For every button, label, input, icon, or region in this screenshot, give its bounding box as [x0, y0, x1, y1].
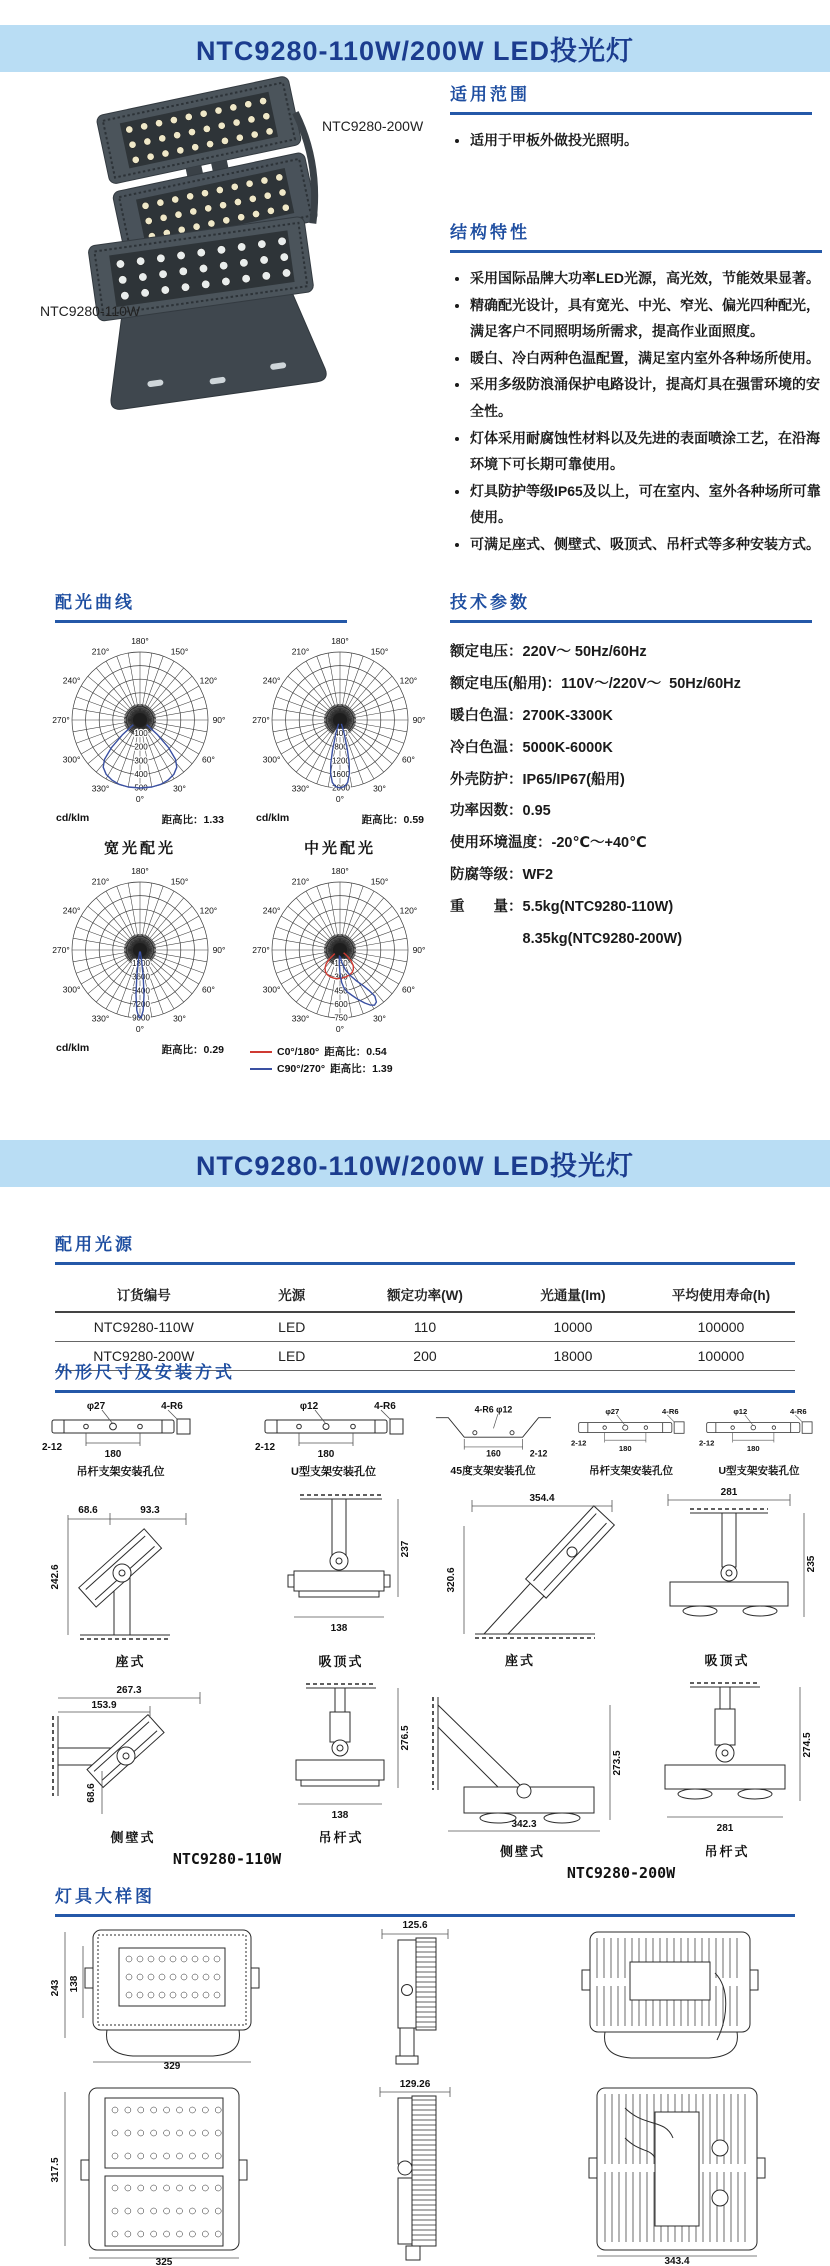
tech-lines: [450, 637, 812, 956]
dim-label: 68.6: [78, 1505, 98, 1516]
polar-chart-asymmetric-svg: [247, 864, 433, 1042]
chart-ratio: 距高比：1.33: [161, 814, 224, 826]
svg-text:270°: 270°: [252, 945, 270, 955]
drawing-caption: 45度支架安装孔位: [450, 1465, 536, 1477]
tech-line: 暖白色温：2700K-3300K: [450, 707, 613, 724]
svg-text:150: 150: [334, 959, 348, 969]
svg-text:300: 300: [334, 972, 348, 982]
drawing-45deg-bracket-holes-200: [420, 1400, 566, 1478]
side-view-110w: [360, 1918, 470, 2070]
page-header-2: [0, 1140, 830, 1187]
svg-text:210°: 210°: [91, 646, 110, 657]
svg-text:30°: 30°: [173, 783, 186, 794]
bullet: • 灯体采用耐腐蚀性材料以及先进的表面喷涂工艺，在沿海环境下可长期可靠使用。: [470, 425, 822, 478]
dim-label: φ12: [299, 1401, 319, 1412]
svg-text:90°: 90°: [212, 715, 226, 725]
dim-label: φ12: [733, 1407, 748, 1417]
dim-label: 4-R6: [790, 1407, 807, 1417]
dim-label: 160: [486, 1448, 501, 1459]
chart-ratio: 距高比：0.59: [361, 814, 424, 826]
section-curves-heading: [55, 588, 347, 623]
page-title-2: NTC9280-110W/200W LED投光灯: [195, 1151, 635, 1181]
drawing-pole-bracket-holes-200: [568, 1400, 694, 1478]
drawing-ceiling-110: [266, 1485, 416, 1670]
dim-label: 2-12: [529, 1448, 548, 1459]
dim-label: 138: [69, 1975, 80, 1993]
svg-text:400: 400: [134, 769, 148, 779]
tech-line: 8.35kg(NTC9280-200W): [450, 931, 683, 948]
chart-unit: cd/klm: [56, 812, 90, 824]
svg-text:90°: 90°: [212, 945, 226, 955]
svg-text:330°: 330°: [291, 1013, 310, 1024]
table-row: [55, 1312, 795, 1342]
dim-label: 68.6: [86, 1783, 97, 1803]
drawing-caption: 座式: [115, 1654, 146, 1669]
col-order-no: 订货编号: [55, 1277, 233, 1312]
detail-row-200w: [45, 2078, 785, 2266]
u-bracket-holes-drawing: [251, 1400, 416, 1462]
svg-text:90°: 90°: [412, 715, 426, 725]
svg-text:150°: 150°: [370, 646, 389, 657]
photo-label-200w: NTC9280-200W: [322, 118, 424, 134]
svg-text:240°: 240°: [262, 905, 281, 916]
dim-label: 138: [331, 1810, 349, 1821]
dim-label: 281: [720, 1487, 738, 1498]
cell-flux: 10000: [499, 1312, 647, 1342]
dim-label: 4-R6: [161, 1401, 183, 1412]
drawing-wall-110: [38, 1676, 228, 1846]
drawing-pole-200: [632, 1675, 822, 1860]
svg-text:0°: 0°: [135, 1024, 145, 1034]
tech-title: 技术参数: [450, 588, 812, 623]
svg-text:60°: 60°: [201, 754, 215, 765]
dims-200w-mounts-2: [420, 1675, 822, 1860]
svg-text:180°: 180°: [331, 636, 349, 646]
dim-label: φ27: [605, 1407, 620, 1417]
col-life: 平均使用寿命(h): [647, 1277, 795, 1312]
dims-110w-label: NTC9280-110W: [172, 1850, 282, 1868]
bullet: • 精确配光设计，具有宽光、中光、窄光、偏光四种配光，满足客户不同照明场所需求，提高作业面照度。: [470, 292, 822, 345]
dims-200w-mounts-1: [420, 1484, 822, 1669]
chart-meta: [56, 1042, 224, 1057]
drawing-pole-bracket-holes-110: [38, 1400, 203, 1479]
dim-label: 2-12: [255, 1442, 276, 1453]
dim-label: 4-R6 φ12: [474, 1404, 513, 1415]
polar-chart-medium: [240, 634, 440, 858]
front-view-110w: [45, 1918, 285, 2070]
svg-text:90°: 90°: [412, 945, 426, 955]
svg-text:60°: 60°: [401, 984, 415, 995]
svg-text:150°: 150°: [170, 876, 189, 887]
u-bracket-holes-drawing: [696, 1400, 822, 1462]
drawing-caption: U型支架安装孔位: [718, 1465, 800, 1477]
svg-text:330°: 330°: [91, 783, 110, 794]
dim-label: 2-12: [571, 1438, 587, 1448]
dim-label: 267.3: [116, 1685, 142, 1696]
svg-text:180°: 180°: [331, 866, 349, 876]
col-source: 光源: [233, 1277, 351, 1312]
drawing-u-bracket-holes-110: [251, 1400, 416, 1479]
dim-label: 129.26: [399, 2079, 431, 2090]
tech-line: 额定电压：220V～ 50Hz/60Hz: [450, 644, 647, 660]
seat-mount-drawing: [38, 1485, 223, 1650]
svg-text:180°: 180°: [131, 636, 149, 646]
polar-chart-medium-svg: [247, 634, 433, 812]
svg-text:270°: 270°: [52, 715, 70, 725]
svg-text:800: 800: [334, 742, 348, 752]
dim-label: 153.9: [91, 1700, 117, 1711]
dims-110w-group: [38, 1400, 416, 1868]
svg-text:210°: 210°: [291, 876, 310, 887]
dim-label: 325: [155, 2257, 173, 2266]
page-title: NTC9280-110W/200W LED投光灯: [195, 36, 635, 66]
svg-text:210°: 210°: [91, 876, 110, 887]
polar-chart-wide: [40, 634, 240, 858]
dim-label: 180: [618, 1443, 632, 1453]
chart-ratio: 距高比：0.29: [161, 1044, 224, 1056]
drawing-caption: 座式: [504, 1653, 535, 1668]
svg-text:400: 400: [334, 729, 348, 739]
drawing-caption: 侧壁式: [499, 1844, 545, 1859]
svg-text:600: 600: [334, 999, 348, 1009]
deg45-bracket-holes-drawing: [420, 1400, 566, 1462]
dim-label: 4-R6: [374, 1401, 396, 1412]
polar-charts: [40, 634, 440, 1076]
svg-text:200: 200: [134, 742, 148, 752]
drawing-seat-110: [38, 1485, 223, 1670]
svg-text:450: 450: [334, 986, 348, 996]
application-bullets: [450, 127, 812, 154]
dim-label: 276.5: [400, 1725, 411, 1751]
dim-label: 274.5: [802, 1732, 813, 1758]
drawing-ceiling-200: [632, 1484, 822, 1669]
drawing-u-bracket-holes-200: [696, 1400, 822, 1478]
svg-text:30°: 30°: [373, 1013, 386, 1024]
chart-legend: [250, 1042, 430, 1076]
dims-title: 外形尺寸及安装方式: [55, 1358, 795, 1393]
dim-label: 2-12: [42, 1442, 63, 1453]
dim-label: 125.6: [402, 1920, 428, 1931]
dim-label: φ27: [86, 1401, 106, 1412]
back-view-110w: [545, 1918, 785, 2070]
structure-title: 结构特性: [450, 218, 822, 253]
dim-label: 343.4: [664, 2256, 690, 2266]
photo-label-110w: NTC9280-110W: [40, 303, 141, 319]
lamp-table-title: 配用光源: [55, 1230, 795, 1265]
svg-text:2000: 2000: [332, 783, 350, 793]
dim-label: 242.6: [50, 1564, 61, 1590]
bullet: • 采用国际品牌大功率LED光源，高光效，节能效果显著。: [470, 265, 822, 292]
chart-meta: [256, 812, 424, 827]
dim-label: 281: [716, 1823, 734, 1834]
drawing-caption: 吊杆式: [704, 1844, 750, 1859]
cell-order-no: NTC9280-110W: [55, 1312, 233, 1342]
svg-text:120°: 120°: [399, 675, 418, 686]
dim-label: 180: [317, 1449, 335, 1460]
bullet: • 适用于甲板外做投光照明。: [470, 127, 812, 154]
legend-ratio: 距高比：1.39: [330, 1063, 393, 1075]
svg-text:210°: 210°: [291, 646, 310, 657]
bullet: • 可满足座式、侧壁式、吸顶式、吊杆式等多种安装方式。: [470, 531, 822, 558]
section-lamp-table: [55, 1230, 795, 1371]
pole-bracket-holes-drawing: [568, 1400, 694, 1462]
svg-text:120°: 120°: [199, 905, 218, 916]
dims-200w-label: NTC9280-200W: [566, 1864, 676, 1882]
legend-row: [250, 1061, 430, 1076]
section-detail-heading: [55, 1882, 795, 1917]
application-title: 适用范围: [450, 80, 812, 115]
svg-text:180°: 180°: [131, 866, 149, 876]
drawing-pole-110: [266, 1676, 416, 1846]
dim-label: 4-R6: [662, 1407, 679, 1417]
cell-source: LED: [233, 1312, 351, 1342]
dims-110w-holes: [38, 1400, 416, 1479]
cell-power: 200: [351, 1342, 499, 1371]
section-dims-heading: [55, 1358, 795, 1393]
polar-chart-wide-svg: [47, 634, 233, 812]
drawing-caption: 吊杆支架安装孔位: [76, 1466, 165, 1478]
svg-text:5400: 5400: [132, 986, 150, 996]
dim-label: 329: [163, 2061, 181, 2070]
chart-unit: cd/klm: [256, 812, 290, 824]
svg-text:100: 100: [134, 729, 148, 739]
svg-text:0°: 0°: [335, 1024, 345, 1034]
col-power: 额定功率(W): [351, 1277, 499, 1312]
dim-label: 317.5: [50, 2157, 61, 2183]
detail-row-110w: [45, 1918, 785, 2070]
chart-meta: [56, 812, 224, 827]
bullet: • 灯具防护等级IP65及以上，可在室内、室外各种场所可靠使用。: [470, 478, 822, 531]
chart-caption: 中光配光: [303, 840, 376, 857]
svg-text:120°: 120°: [399, 905, 418, 916]
dim-label: 342.3: [511, 1819, 537, 1830]
back-view-200w: [555, 2078, 785, 2266]
svg-text:240°: 240°: [62, 905, 81, 916]
section-structure: [450, 218, 822, 558]
chart-caption: 宽光配光: [103, 840, 176, 857]
svg-text:500: 500: [134, 783, 148, 793]
svg-text:0°: 0°: [135, 794, 145, 804]
lamp-table: [55, 1277, 795, 1371]
wall-mount-drawing: [38, 1676, 228, 1826]
ceiling-mount-drawing: [266, 1485, 416, 1650]
dim-label: 138: [330, 1623, 348, 1634]
curves-title: 配光曲线: [55, 588, 347, 623]
svg-text:240°: 240°: [262, 675, 281, 686]
cell-flux: 18000: [499, 1342, 647, 1371]
chart-unit: cd/klm: [56, 1042, 90, 1054]
drawing-caption: 吊杆支架安装孔位: [589, 1465, 673, 1477]
drawing-caption: 吸顶式: [318, 1654, 364, 1669]
tech-line: 额定电压(船用)：110V～/220V～ 50Hz/60Hz: [450, 675, 741, 692]
dims-110w-mounts-2: [38, 1676, 416, 1846]
legend-row: [250, 1044, 430, 1059]
legend-label: C90°/270°: [277, 1062, 326, 1075]
polar-chart-asymmetric: [240, 864, 440, 1076]
dim-label: 354.4: [529, 1493, 555, 1504]
table-header-row: [55, 1277, 795, 1312]
svg-text:330°: 330°: [291, 783, 310, 794]
tech-line: 外壳防护：IP65/IP67(船用): [450, 771, 625, 788]
ceiling-mount-drawing: [632, 1484, 822, 1649]
svg-text:9000: 9000: [132, 1013, 150, 1023]
drawing-seat-200: [420, 1484, 620, 1669]
svg-text:7200: 7200: [132, 999, 150, 1009]
svg-text:300°: 300°: [262, 754, 281, 765]
detail-drawings: [45, 1918, 785, 2266]
tech-line: 冷白色温：5000K-6000K: [450, 739, 613, 756]
dim-label: 273.5: [612, 1750, 623, 1776]
dim-label: 243: [50, 1979, 61, 1997]
pole-mount-drawing: [266, 1676, 416, 1826]
side-view-200w: [360, 2078, 470, 2266]
dim-label: 93.3: [140, 1505, 160, 1516]
polar-chart-narrow-svg: [47, 864, 233, 1042]
dim-label: 180: [746, 1443, 760, 1453]
svg-text:240°: 240°: [62, 675, 81, 686]
drawing-caption: 吊杆式: [318, 1830, 364, 1845]
tech-line: 防腐等级：WF2: [450, 867, 554, 884]
drawing-wall-200: [420, 1675, 625, 1860]
legend-swatch-c90: [250, 1068, 272, 1070]
bullet: • 采用多级防浪涌保护电路设计，提高灯具在强雷环境的安全性。: [470, 371, 822, 424]
legend-label: C0°/180°: [277, 1045, 320, 1058]
product-photos: [40, 62, 440, 414]
drawing-caption: 吸顶式: [704, 1653, 750, 1668]
cell-source: LED: [233, 1342, 351, 1371]
section-application: [450, 80, 812, 154]
wall-mount-drawing: [420, 1675, 625, 1840]
svg-text:270°: 270°: [52, 945, 70, 955]
drawing-caption: U型支架安装孔位: [291, 1466, 376, 1478]
dims-110w-mounts-1: [38, 1485, 416, 1670]
tech-line: 重 量：5.5kg(NTC9280-110W): [450, 899, 674, 916]
svg-text:300°: 300°: [62, 754, 81, 765]
svg-text:300°: 300°: [62, 984, 81, 995]
svg-text:1200: 1200: [332, 756, 350, 766]
drawing-caption: 侧壁式: [110, 1830, 156, 1845]
dim-label: 237: [400, 1540, 411, 1558]
svg-text:30°: 30°: [173, 1013, 186, 1024]
cell-life: 100000: [647, 1312, 795, 1342]
dim-label: 180: [104, 1449, 122, 1460]
svg-text:120°: 120°: [199, 675, 218, 686]
svg-text:150°: 150°: [170, 646, 189, 657]
col-flux: 光通量(lm): [499, 1277, 647, 1312]
dim-label: 2-12: [699, 1438, 715, 1448]
seat-mount-drawing: [420, 1484, 620, 1649]
pole-bracket-holes-drawing: [38, 1400, 203, 1462]
pole-mount-drawing: [632, 1675, 822, 1840]
svg-text:750: 750: [334, 1013, 348, 1023]
tech-line: 使用环境温度：-20℃～+40℃: [450, 835, 647, 852]
dim-label: 320.6: [446, 1567, 457, 1593]
dims-200w-group: [420, 1400, 822, 1882]
svg-text:60°: 60°: [401, 754, 415, 765]
bullet: • 暖白、冷白两种色温配置，满足室内室外各种场所使用。: [470, 345, 822, 372]
dim-label: 235: [806, 1555, 817, 1573]
dims-200w-holes: [420, 1400, 822, 1478]
svg-text:30°: 30°: [373, 783, 386, 794]
tech-line: 功率因数：0.95: [450, 803, 551, 820]
svg-text:0°: 0°: [335, 794, 345, 804]
detail-title: 灯具大样图: [55, 1882, 795, 1917]
section-tech: [450, 588, 812, 956]
legend-swatch-c0: [250, 1051, 272, 1053]
svg-text:300: 300: [134, 756, 148, 766]
front-view-200w: [45, 2078, 275, 2266]
cell-life: 100000: [647, 1342, 795, 1371]
cell-order-no: NTC9280-200W: [55, 1342, 233, 1371]
structure-bullets: [450, 265, 822, 558]
cell-power: 110: [351, 1312, 499, 1342]
svg-text:60°: 60°: [201, 984, 215, 995]
svg-text:270°: 270°: [252, 715, 270, 725]
svg-text:300°: 300°: [262, 984, 281, 995]
legend-ratio: 距高比：0.54: [324, 1046, 387, 1058]
svg-text:150°: 150°: [370, 876, 389, 887]
svg-text:1800: 1800: [132, 959, 150, 969]
svg-text:1600: 1600: [332, 769, 350, 779]
svg-text:330°: 330°: [91, 1013, 110, 1024]
svg-text:3600: 3600: [132, 972, 150, 982]
polar-chart-narrow: [40, 864, 240, 1076]
